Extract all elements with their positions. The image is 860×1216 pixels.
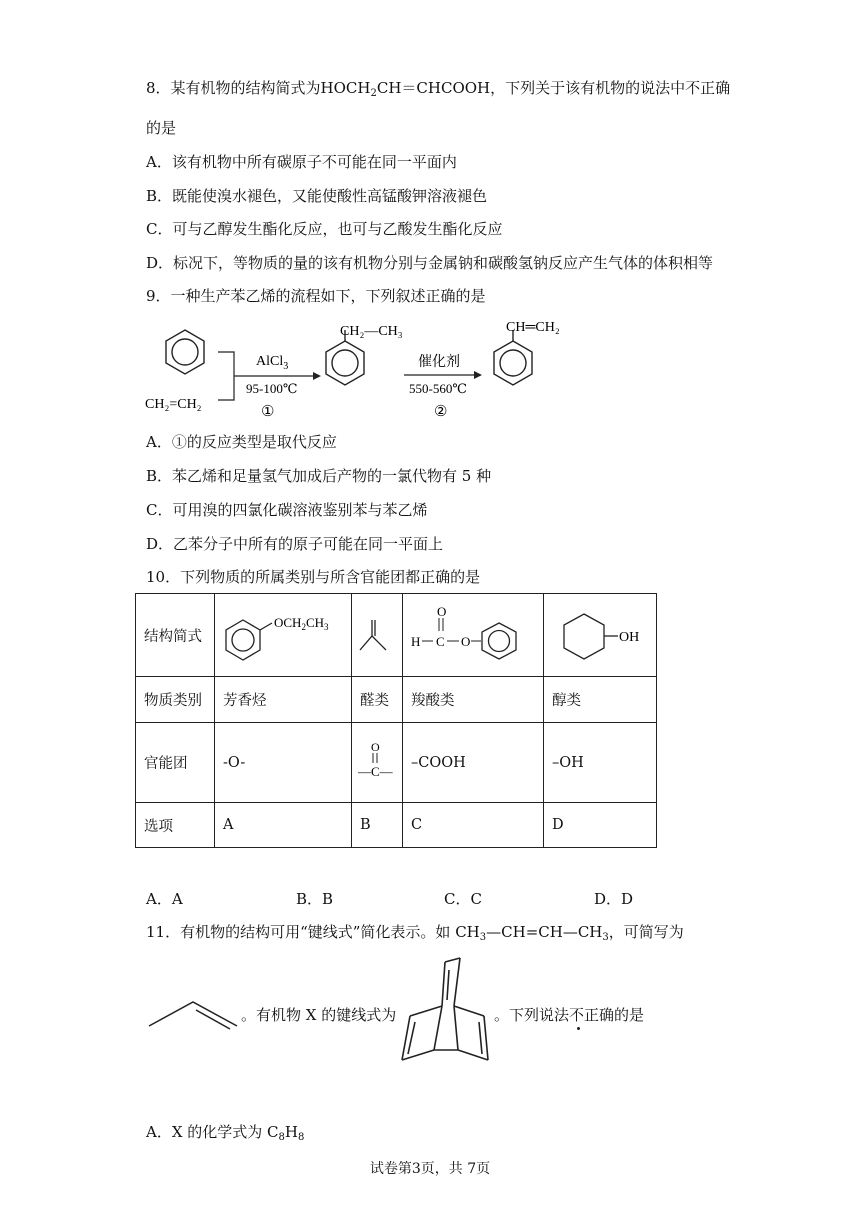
structure-d [544,594,657,677]
q11-text-after-example: 。有机物 X 的键线式为 [241,1006,397,1024]
choice-b: B [352,803,403,848]
answer-option-b: B．B [296,890,334,908]
butene-skeletal-structure [146,992,241,1032]
ethyl-group-label: CH₂—CH₃ [340,324,403,339]
q8-option-a: A．该有机物中所有碳原子不可能在同一平面内 [146,153,457,171]
q11-text-after-x: 。下列说法不正确的是 [494,1006,645,1024]
table-row-group [136,723,657,803]
choice-d: D [544,803,657,848]
q10-answer-options [146,888,666,908]
group-c: –COOH [403,723,544,803]
q9-stem: 9．一种生产苯乙烯的流程如下，下列叙述正确的是 [146,287,486,305]
step1-reagent: AlCl$_3$ [256,354,289,372]
table-row-structure [136,594,657,677]
row-label: 选项 [136,803,215,848]
table-row-category [136,677,657,723]
vinyl-group-label: CH═CH₂ [506,320,560,335]
group-a: -O- [215,723,352,803]
table-row-choice [136,803,657,848]
svg-text:OH: OH [619,630,640,645]
svg-text:—C—: —C— [358,763,393,779]
step2-reagent: 催化剂 [418,355,460,370]
q8-stem: 8．某有机物的结构简式为$HOCH_2CH=CHCOOH$，下列关于该有机物的说法中不正确 [146,79,731,99]
choice-c: C [403,803,544,848]
row-label: 官能团 [136,723,215,803]
group-b [352,723,403,803]
q8-stem-cont: 的是 [146,119,177,137]
category-a: 芳香烃 [215,677,352,723]
step1-label: ① [261,404,275,420]
answer-option-d: D．D [594,890,634,908]
step2-temperature: 550-560℃ [409,381,467,396]
q10-stem: 10．下列物质的所属类别与所含官能团都正确的是 [146,568,481,586]
q8-option-d: D．标况下，等物质的量的该有机物分别与金属钠和碳酸氢钠反应产生气体的体积相等 [146,254,714,272]
q11-option-a: A．X 的化学式为 $C_8H_8$ [146,1123,305,1143]
page-footer: 试卷第3页，共 7页 [369,1161,491,1177]
emphasis-dot [577,1027,580,1030]
row-label: 结构简式 [136,594,215,677]
group-d: –OH [544,723,657,803]
svg-text:O: O [461,634,471,649]
svg-text:O: O [437,604,447,619]
q8-option-b: B．既能使溴水褪色，又能使酸性高锰酸钾溶液褪色 [146,187,488,205]
reactant-bracket [218,352,234,400]
answer-option-a: A．A [146,890,183,908]
q8-option-c: C．可与乙醇发生酯化反应，也可与乙酸发生酯化反应 [146,220,503,238]
structure-b [352,594,403,677]
q9-option-a: A．①的反应类型是取代反应 [146,433,337,451]
step2-label: ② [434,404,448,420]
q9-option-b: B．苯乙烯和足量氢气加成后产物的一氯代物有 5 种 [146,467,492,485]
step1-temperature: 95-100℃ [246,381,298,396]
styrene-reaction-scheme [0,0,860,430]
category-d: 醇类 [544,677,657,723]
struct-a-group: $OCH_2CH_3$ [274,615,329,632]
benzene-structure [166,330,204,374]
svg-text:H: H [411,634,421,649]
q9-option-d: D．乙苯分子中所有的原子可能在同一平面上 [146,535,444,553]
category-b: 醛类 [352,677,403,723]
q10-table [135,593,657,848]
svg-text:C: C [436,634,445,649]
svg-text:O: O [371,739,380,754]
category-c: 羧酸类 [403,677,544,723]
q9-option-c: C．可用溴的四氯化碳溶液鉴别苯与苯乙烯 [146,501,428,519]
row-label: 物质类别 [136,677,215,723]
ethylene-label: CH₂=CH₂ [145,397,202,412]
structure-a [215,594,352,677]
structure-c [403,594,544,677]
x-skeletal-structure [392,952,502,1067]
styrene-structure [494,330,532,385]
choice-a: A [215,803,352,848]
answer-option-c: C．C [444,890,482,908]
q11-stem: 11．有机物的结构可用“键线式”简化表示。如 $CH_3—CH=CH—CH_3$，可简写为 [146,923,684,943]
